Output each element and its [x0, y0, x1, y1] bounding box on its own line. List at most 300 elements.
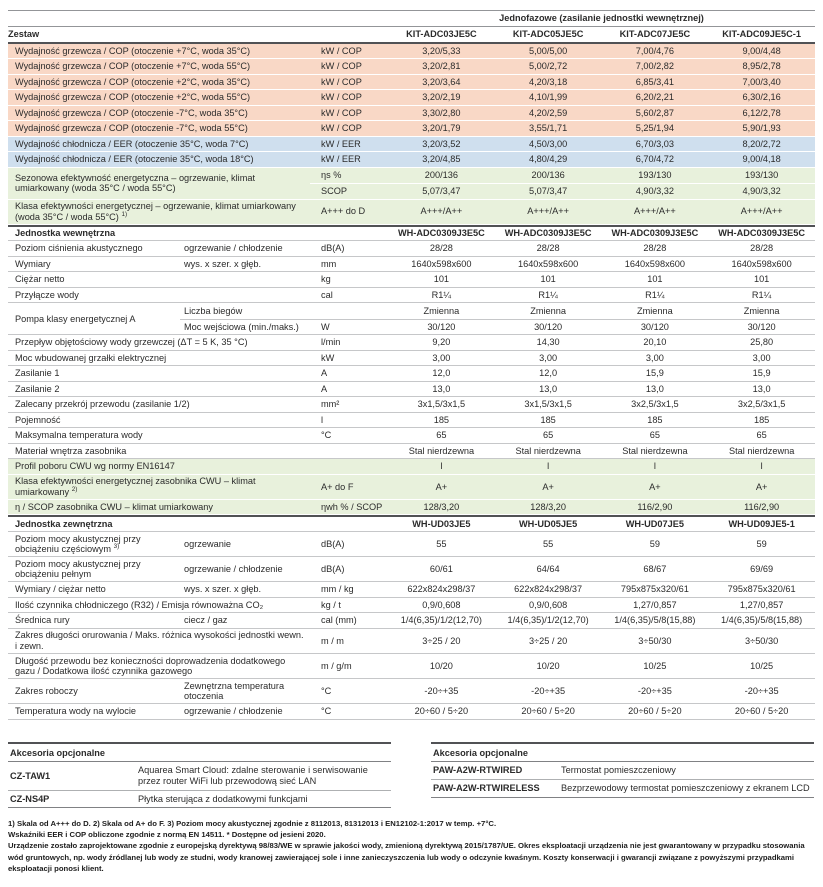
- spec-label-text: Klasa efektywności energetycznej zasobnika CWU – klimat umiarkowany: [15, 476, 256, 497]
- spec-value: 28/28: [643, 243, 667, 254]
- spec-label-text: Wydajność grzewcza / COP (otoczenie +2°C, woda 55°C): [15, 92, 251, 103]
- spec-unit: mm²: [321, 399, 340, 410]
- spec-label-text: Materiał wnętrza zasobnika: [15, 445, 127, 456]
- spec-row: [8, 335, 815, 351]
- spec-label: [8, 153, 310, 167]
- spec-unit: mm / kg: [321, 584, 354, 595]
- spec-value: R1¼: [645, 289, 665, 300]
- spec-value: 5,00/5,00: [528, 45, 568, 56]
- spec-label: [8, 75, 310, 89]
- spec-value: 1/4(6,35)/1/2(12,70): [400, 615, 482, 626]
- spec-row: [8, 475, 815, 500]
- spec-row: [8, 582, 815, 598]
- spec-value: 5,07/3,47: [528, 186, 568, 197]
- spec-value: l: [760, 461, 763, 472]
- footnote-line: Urządzenie zostało zaprojektowane zgodnie z europejską dyrektywą 98/83/WE w sprawie jakości wody, zmienioną dyrektywą 2015/1787/UE. Okres eksploatacji urządzenia nie jest gwarantowany w przypadku stosowania wód gruntowych, np. wody źródlanej lub wody ze studni, wody kranowej zawierającej sole i inne zanieczyszczenia lub wody o odczynie kwaśnym. Koszty konserwacji i gwarancji związane z powyższymi przypadkami eksploatacji ponosi klient.: [8, 841, 805, 873]
- spec-value: 101: [753, 274, 770, 285]
- spec-label: [8, 500, 310, 514]
- spec-value: 200/136: [531, 170, 565, 181]
- spec-value: A+++/A++: [420, 206, 463, 217]
- spec-label-text: Wydajność grzewcza / COP (otoczenie +2°C, woda 35°C): [15, 76, 251, 87]
- spec-value: 14,30: [536, 337, 560, 348]
- spec-value: 69/69: [750, 563, 774, 574]
- spec-row: [8, 397, 815, 413]
- spec-value: 13,0: [539, 383, 558, 394]
- spec-sublabel: Liczba biegów: [184, 305, 243, 316]
- spec-value: 28/28: [536, 243, 560, 254]
- spec-value: 795x875x320/61: [727, 584, 796, 595]
- spec-value: 622x824x298/37: [514, 584, 583, 595]
- spec-label: [8, 705, 180, 719]
- spec-unit: kW / EER: [321, 138, 361, 149]
- spec-value: 7,00/3,40: [742, 76, 781, 87]
- spec-unit: dB(A): [321, 538, 345, 549]
- spec-value: A+++/A++: [634, 206, 676, 217]
- spec-unit: °C: [321, 430, 332, 441]
- spec-value: 20,10: [643, 337, 667, 348]
- spec-label-text: Pompa klasy energetycznej A: [15, 313, 136, 324]
- spec-sublabel: wys. x szer. x głęb.: [184, 258, 262, 269]
- spec-row: [8, 106, 815, 122]
- spec-value: 5,00/2,72: [528, 61, 568, 72]
- spec-value: 20÷60 / 5÷20: [521, 706, 575, 717]
- table-model-header-row: [8, 27, 815, 44]
- spec-label: [8, 242, 180, 256]
- spec-label-text: Zalecany przekrój przewodu (zasilanie 1/2): [15, 399, 190, 410]
- accessory-row: [8, 762, 391, 790]
- spec-unit: dB(A): [321, 563, 345, 574]
- spec-row: [8, 613, 815, 629]
- spec-value: 3÷25 / 20: [529, 635, 568, 646]
- spec-value: 12,0: [432, 368, 451, 379]
- section-model-name: WH-ADC0309J3E5C: [397, 228, 485, 239]
- spec-row: [8, 557, 815, 582]
- spec-value: Stal nierdzewna: [408, 445, 475, 456]
- spec-unit: cal: [321, 289, 333, 300]
- spec-value: 1640x598x600: [411, 258, 472, 269]
- spec-value: 1/4(6,35)/5/8(15,88): [721, 615, 803, 626]
- accessory-row: [431, 762, 814, 780]
- spec-value: 185: [540, 414, 556, 425]
- spec-label-text: Ilość czynnika chłodniczego (R32) / Emisja równoważna CO₂: [15, 599, 264, 610]
- spec-unit: SCOP: [321, 186, 348, 197]
- spec-value: 3,20/2,19: [422, 92, 461, 103]
- spec-sublabel: ogrzewanie / chłodzenie: [184, 563, 283, 574]
- accessories-title: Akcesoria opcjonalne: [8, 744, 391, 763]
- accessory-description: Aquarea Smart Cloud: zdalne sterowanie i serwisowanie przez router WiFi lub przewodową sieć LAN: [138, 765, 368, 786]
- spec-label-text: Wydajność chłodnicza / EER (otoczenie 35°C, woda 18°C): [15, 154, 254, 165]
- spec-value: 3,20/3,64: [422, 76, 461, 87]
- spec-label: [8, 351, 310, 365]
- spec-value: 193/130: [745, 170, 779, 181]
- spec-unit: m / g/m: [321, 660, 352, 671]
- spec-value: 4,20/3,18: [528, 76, 568, 87]
- spec-row: [8, 241, 815, 257]
- spec-value: 7,00/4,76: [635, 45, 675, 56]
- spec-value: 3x1,5/3x1,5: [524, 399, 572, 410]
- spec-label-text: Profil poboru CWU wg normy EN16147: [15, 461, 175, 472]
- spec-label: [8, 429, 310, 443]
- spec-label: [8, 257, 180, 271]
- accessory-row: [431, 780, 814, 798]
- spec-value: R1¼: [538, 289, 558, 300]
- spec-value: Zmienna: [530, 305, 566, 316]
- spec-label-text: Wydajność grzewcza / COP (otoczenie -7°C, woda 35°C): [15, 107, 248, 118]
- spec-sublabel: Zewnętrzna temperatura otoczenia: [184, 680, 285, 702]
- spec-value: 13,0: [645, 383, 664, 394]
- footnote-ref: 3): [113, 543, 120, 551]
- spec-value: 30/120: [747, 321, 776, 332]
- spec-value: 1640x598x600: [624, 258, 686, 269]
- spec-value: 3,20/4,85: [422, 154, 461, 165]
- model-header: KIT-ADC05JE5C: [512, 28, 584, 39]
- spec-value: 9,00/4,48: [742, 45, 781, 56]
- spec-value: 3,20/3,52: [422, 138, 461, 149]
- phase-title: Jednofazowe (zasilanie jednostki wewnętrznej): [499, 13, 704, 23]
- spec-unit: cal (mm): [321, 615, 357, 626]
- spec-row: [8, 366, 815, 382]
- spec-value: 5,07/3,47: [422, 186, 461, 197]
- spec-row: [8, 704, 815, 720]
- spec-value: 15,9: [752, 368, 771, 379]
- spec-value: 3÷50/30: [745, 635, 779, 646]
- spec-label-text: Moc wbudowanej grzałki elektrycznej: [15, 352, 167, 363]
- footnote-line: 1) Skala od A+++ do D. 2) Skala od A+ do F. 3) Poziom mocy akustycznej zgodnie z 8112013, 81312013 i EN12102-1:2017 w temp. +7°C.: [8, 819, 497, 829]
- accessory-description: Termostat pomieszczeniowy: [561, 765, 676, 776]
- spec-rows: [8, 44, 815, 720]
- spec-label: [8, 413, 310, 427]
- spec-unit: m / m: [321, 635, 344, 646]
- spec-label: [8, 137, 310, 151]
- spec-row: [8, 59, 815, 75]
- spec-value: 5,25/1,94: [635, 123, 675, 134]
- spec-unit: ηwh % / SCOP: [321, 501, 383, 512]
- accessory-code: PAW-A2W-RTWIRED: [433, 765, 523, 776]
- spec-row: [8, 444, 815, 460]
- spec-value: 65: [756, 430, 767, 441]
- spec-unit: A+++ do D: [321, 206, 366, 217]
- spec-value: 3,00: [645, 352, 664, 363]
- spec-label: [8, 654, 310, 678]
- spec-value: 10/20: [536, 660, 560, 671]
- spec-row: [8, 44, 815, 60]
- spec-value: 3,20/1,79: [422, 123, 461, 134]
- spec-value: 8,95/2,78: [742, 61, 781, 72]
- spec-value: l: [440, 461, 443, 472]
- spec-label: [8, 583, 180, 597]
- spec-value: 3,55/1,71: [528, 123, 568, 134]
- spec-value: 4,90/3,32: [742, 186, 781, 197]
- spec-label: [8, 367, 310, 381]
- accessories-table: [8, 742, 391, 808]
- spec-value: 13,0: [752, 383, 771, 394]
- spec-value: 5,90/1,93: [742, 123, 781, 134]
- spec-value: 9,20: [432, 337, 451, 348]
- spec-unit: kg / t: [321, 599, 341, 610]
- spec-row: [8, 90, 815, 106]
- footnote-ref: 1): [121, 210, 128, 218]
- section-model-name: WH-ADC0309J3E5C: [504, 228, 592, 239]
- spec-value: Zmienna: [637, 305, 673, 316]
- spec-value: 59: [756, 538, 767, 549]
- spec-label-text: Jednostka zewnętrzna: [15, 518, 113, 529]
- spec-row: [8, 351, 815, 367]
- spec-value: 65: [436, 430, 447, 441]
- spec-label: [8, 44, 310, 58]
- spec-subrow: [180, 319, 815, 335]
- spec-value: 4,80/4,29: [528, 154, 568, 165]
- spec-value: 65: [543, 430, 554, 441]
- spec-value: 6,20/2,21: [635, 92, 675, 103]
- spec-unit: dB(A): [321, 243, 345, 254]
- spec-label: [8, 460, 310, 474]
- spec-label: [8, 475, 310, 499]
- spec-label-text: Wydajność grzewcza / COP (otoczenie +7°C, woda 55°C): [15, 61, 251, 72]
- spec-value: 3÷50/30: [638, 635, 672, 646]
- spec-value: 622x824x298/37: [407, 584, 476, 595]
- spec-value: 185: [433, 414, 450, 425]
- spec-unit: A: [321, 383, 328, 394]
- spec-row: [8, 257, 815, 273]
- spec-subrows: [180, 303, 815, 334]
- spec-unit: kW / COP: [321, 123, 362, 134]
- spec-value: 20÷60 / 5÷20: [734, 706, 789, 717]
- spec-value: -20÷+35: [744, 685, 779, 696]
- spec-value: 68/67: [643, 563, 667, 574]
- spec-row: [8, 598, 815, 614]
- spec-label: [8, 336, 310, 350]
- spec-value: 25,80: [750, 337, 774, 348]
- spec-label: [8, 91, 310, 105]
- footnote-ref: 2): [71, 485, 78, 493]
- spec-label: [8, 598, 310, 612]
- spec-unit: kg: [321, 274, 331, 285]
- spec-value: A+++/A++: [527, 206, 569, 217]
- spec-unit: ηs %: [321, 170, 342, 181]
- spec-value: 3x2,5/3x1,5: [631, 399, 679, 410]
- spec-value: 10/25: [750, 660, 774, 671]
- spec-value: 6,70/3,03: [635, 138, 675, 149]
- spec-value: 3,30/2,80: [422, 107, 461, 118]
- spec-subrow: [310, 168, 815, 184]
- spec-value: -20÷+35: [424, 685, 459, 696]
- section-model-name: WH-UD05JE5: [519, 518, 578, 529]
- spec-value: 4,20/2,59: [528, 107, 568, 118]
- spec-label-text: Wydajność grzewcza / COP (otoczenie +7°C, woda 35°C): [15, 45, 251, 56]
- spec-row: [8, 500, 815, 516]
- spec-value: 60/61: [429, 563, 453, 574]
- spec-value: 0,9/0,608: [422, 599, 461, 610]
- spec-label: [8, 106, 310, 120]
- group-label: Zestaw: [8, 28, 40, 39]
- spec-value: 1,27/0,857: [633, 599, 677, 610]
- spec-label-text: Zakres długości orurowania / Maks. różnica wysokości jednostki wewn. i zewn.: [15, 630, 304, 651]
- spec-value: 1640x598x600: [731, 258, 792, 269]
- spec-value: 55: [436, 538, 447, 549]
- spec-row: [8, 459, 815, 475]
- spec-label-text: Temperatura wody na wylocie: [15, 706, 137, 717]
- spec-unit: A: [321, 368, 328, 379]
- spec-value: 28/28: [429, 243, 453, 254]
- spec-value: 55: [543, 538, 554, 549]
- spec-label-text: Poziom mocy akustycznej przy obciążeniu pełnym: [15, 558, 141, 580]
- spec-value: 6,70/4,72: [635, 154, 675, 165]
- accessory-description: Bezprzewodowy termostat pomieszczeniowy z ekranem LCD: [561, 782, 810, 793]
- spec-value: 128/3,20: [423, 501, 460, 512]
- spec-row: [8, 137, 815, 153]
- footnote-line: Wskaźniki EER i COP obliczone zgodnie z normą EN 14511. * Dostępne od jesieni 2020.: [8, 830, 326, 840]
- spec-value: 9,00/4,18: [742, 154, 781, 165]
- spec-unit: [310, 310, 388, 313]
- spec-row: [8, 168, 815, 200]
- spec-row: [8, 152, 815, 168]
- spec-sublabel: Moc wejściowa (min./maks.): [184, 321, 299, 332]
- spec-label-text: Przyłącze wody: [15, 289, 79, 300]
- accessory-row: [8, 791, 391, 809]
- spec-label-text: Poziom ciśnienia akustycznego: [15, 243, 143, 254]
- spec-label-text: Klasa efektywności energetycznej – ogrzewanie, klimat umiarkowany (woda 35°C / woda 55°C): [15, 201, 296, 222]
- spec-value: 10/20: [429, 660, 453, 671]
- spec-unit: [310, 465, 388, 468]
- spec-row: [8, 121, 815, 137]
- spec-label-text: Średnica rury: [15, 615, 70, 626]
- accessories-section: [8, 742, 815, 808]
- spec-value: Zmienna: [423, 305, 460, 316]
- spec-value: 28/28: [750, 243, 774, 254]
- spec-value: 65: [649, 430, 660, 441]
- spec-value: l: [653, 461, 656, 472]
- spec-label: [8, 398, 310, 412]
- model-header: KIT-ADC09JE5C-1: [722, 28, 801, 39]
- spec-label-text: Ciężar netto: [15, 274, 65, 285]
- model-header: KIT-ADC03JE5C: [406, 28, 477, 39]
- spec-value: 128/3,20: [530, 501, 566, 512]
- spec-value: 30/120: [640, 321, 669, 332]
- spec-label: [8, 227, 388, 241]
- spec-label: [8, 629, 310, 653]
- spec-label: [8, 60, 310, 74]
- spec-value: 30/120: [534, 321, 563, 332]
- spec-value: -20÷+35: [531, 685, 566, 696]
- spec-subrows: [310, 168, 815, 199]
- section-model-name: WH-UD09JE5-1: [728, 518, 795, 529]
- accessory-code: CZ-NS4P: [10, 793, 50, 804]
- spec-label: [8, 200, 310, 224]
- section-row: [8, 225, 815, 242]
- spec-label-text: Wymiary / ciężar netto: [15, 584, 106, 595]
- spec-label: [8, 532, 180, 556]
- spec-value: A+: [435, 481, 448, 492]
- accessories-table: [431, 742, 814, 808]
- spec-row: [8, 532, 815, 557]
- spec-subrow: [310, 183, 815, 199]
- spec-value: l: [547, 461, 550, 472]
- section-model-name: WH-UD03JE5: [412, 518, 471, 529]
- spec-value: 0,9/0,608: [528, 599, 568, 610]
- spec-unit: kW / COP: [321, 76, 362, 87]
- spec-value: 4,50/3,00: [528, 138, 568, 149]
- spec-value: 5,60/2,87: [635, 107, 675, 118]
- spec-unit: °C: [321, 706, 332, 717]
- spec-label-text: Sezonowa efektywność energetyczna – ogrzewanie, klimat umiarkowany (woda 35°C / woda 55°C): [15, 172, 256, 194]
- spec-value: 1/4(6,35)/1/2(12,70): [507, 615, 589, 626]
- spec-unit: kW / COP: [321, 107, 362, 118]
- spec-sublabel: wys. x szer. x głęb.: [184, 584, 262, 595]
- spec-label: [8, 171, 310, 195]
- spec-value: A+: [649, 481, 661, 492]
- spec-row: [8, 288, 815, 304]
- spec-sublabel: ogrzewanie / chłodzenie: [184, 706, 283, 717]
- accessories-title: Akcesoria opcjonalne: [431, 744, 814, 763]
- spec-label-text: Poziom mocy akustycznej przy obciążeniu częściowym: [15, 533, 141, 555]
- spec-value: Stal nierdzewna: [728, 445, 795, 456]
- spec-value: Stal nierdzewna: [622, 445, 688, 456]
- accessory-code: CZ-TAW1: [10, 770, 51, 781]
- spec-row: [8, 629, 815, 654]
- spec-value: Stal nierdzewna: [515, 445, 581, 456]
- spec-unit: kW / COP: [321, 45, 362, 56]
- spec-row: [8, 272, 815, 288]
- spec-value: A+: [542, 481, 554, 492]
- spec-value: 3,00: [539, 352, 558, 363]
- spec-value: 3,00: [432, 352, 451, 363]
- spec-row: [8, 303, 815, 335]
- spec-label: [8, 312, 180, 326]
- spec-row: [8, 200, 815, 225]
- spec-label-text: Wydajność grzewcza / COP (otoczenie -7°C, woda 55°C): [15, 123, 248, 134]
- spec-value: 200/136: [424, 170, 458, 181]
- spec-value: 3x2,5/3x1,5: [737, 399, 786, 410]
- spec-row: [8, 413, 815, 429]
- spec-value: 193/130: [638, 170, 672, 181]
- spec-label: [8, 557, 180, 581]
- spec-sublabel: ogrzewanie: [184, 538, 231, 549]
- spec-value: 12,0: [539, 368, 558, 379]
- spec-table: [8, 10, 815, 720]
- model-header: KIT-ADC07JE5C: [619, 28, 691, 39]
- table-phase-header-row: [8, 10, 815, 27]
- spec-unit: kW / COP: [321, 92, 362, 103]
- spec-value: 6,30/2,16: [742, 92, 781, 103]
- spec-value: 8,20/2,72: [742, 138, 781, 149]
- spec-value: 116/2,90: [744, 501, 780, 512]
- spec-label-text: Wydajność chłodnicza / EER (otoczenie 35°C, woda 7°C): [15, 138, 249, 149]
- spec-label-text: Przepływ objętościowy wody grzewczej (ΔT = 5 K, 35 °C): [15, 337, 248, 348]
- spec-value: 20÷60 / 5÷20: [628, 706, 682, 717]
- spec-value: 10/25: [643, 660, 667, 671]
- spec-label-text: η / SCOP zasobnika CWU – klimat umiarkowany: [15, 501, 213, 512]
- spec-label-text: Pojemność: [15, 414, 61, 425]
- spec-value: 20÷60 / 5÷20: [414, 706, 469, 717]
- spec-value: 101: [540, 274, 556, 285]
- spec-value: 1,27/0,857: [739, 599, 784, 610]
- spec-row: [8, 428, 815, 444]
- spec-value: 6,85/3,41: [635, 76, 675, 87]
- spec-label: [8, 382, 310, 396]
- section-model-name: WH-ADC0309J3E5C: [611, 228, 699, 239]
- spec-unit: A+ do F: [321, 481, 354, 492]
- spec-value: 4,10/1,99: [528, 92, 568, 103]
- spec-value: 4,90/3,32: [635, 186, 675, 197]
- spec-value: 185: [753, 414, 770, 425]
- spec-label: [8, 288, 310, 302]
- spec-value: 3,20/5,33: [422, 45, 461, 56]
- spec-value: 13,0: [432, 383, 451, 394]
- spec-value: 1/4(6,35)/5/8(15,88): [614, 615, 696, 626]
- footnotes: [8, 818, 815, 874]
- spec-unit: kW / EER: [321, 154, 361, 165]
- spec-label: [8, 122, 310, 136]
